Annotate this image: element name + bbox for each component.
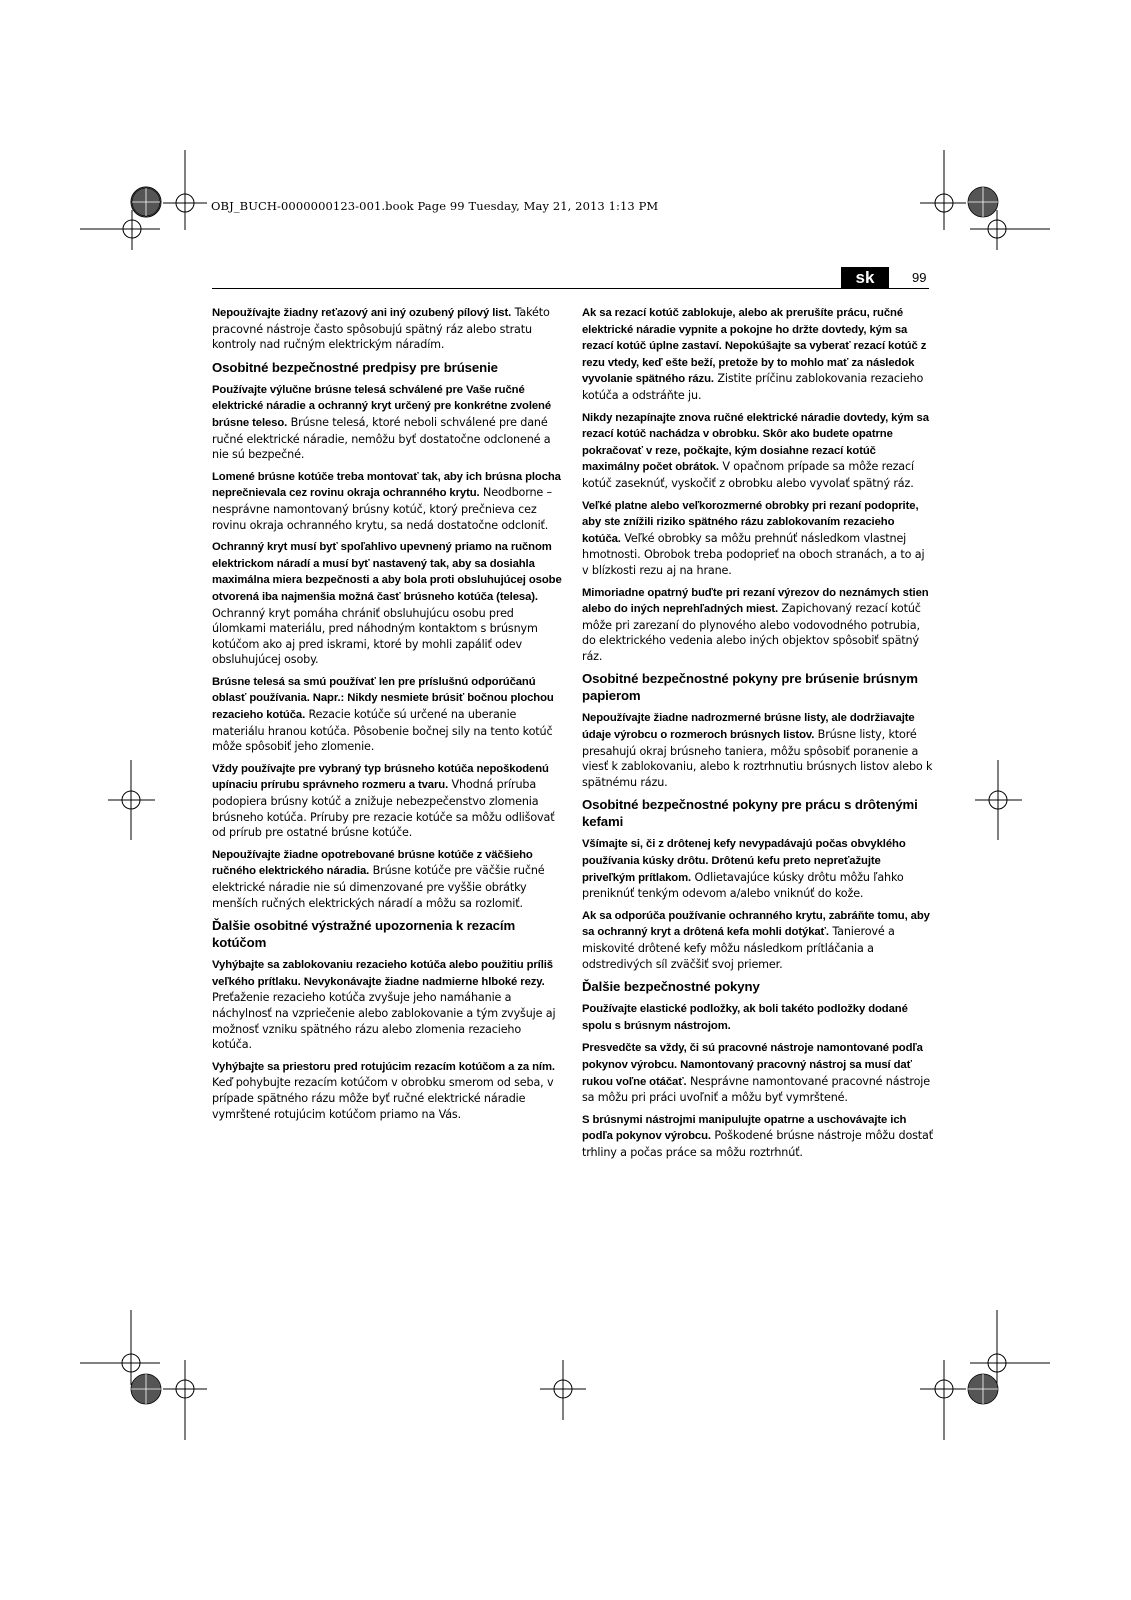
warning-lead: Ak sa odporúča používanie ochranného krytu, zabráňte tomu, aby sa ochranný kryt a drôtená kefa mohli dotýkať.	[582, 909, 930, 939]
explanation-text: Veľké obrobky sa môžu prehnúť následkom vlastnej hmotnosti. Obrobok treba podoprieť na oboch stranách, a to aj v blízkosti rezu aj na hrane.	[582, 531, 925, 577]
explanation-text: Preťaženie rezacieho kotúča zvyšuje jeho namáhanie a náchylnosť na vzpriečenie alebo zablokovanie a tým zvyšuje aj možnosť vzniku spätného rázu alebo zlomenia rezacieho kotúča.	[212, 991, 556, 1052]
registration-mark-bottom-right	[920, 1360, 966, 1440]
warning-lead: Nikdy nezapínajte znova ručné elektrické náradie dovtedy, kým sa rezací kotúč nachádza v obrobku. Skôr ako budete opatrne pokračovať v reze, počkajte, kým dosiahne rezací kotúč maximálny počet obrátok.	[582, 411, 929, 474]
registration-mark-bottom-left	[163, 1360, 207, 1440]
safety-paragraph	[212, 761, 564, 841]
warning-lead: Používajte elastické podložky, ak boli takéto podložky dodané spolu s brúsnym nástrojom.	[582, 1003, 908, 1032]
explanation-text: Keď pohybujte rezacím kotúčom v obrobku smerom od seba, v prípade spätného rázu môže byť ručné elektrické náradie vymrštené rotujúcim kotúčom priamo na Vás.	[212, 1076, 554, 1121]
safety-paragraph	[212, 382, 564, 463]
warning-lead: Nepoužívajte žiadne opotrebované brúsne kotúče z väčšieho ručného elektrického náradia.	[212, 848, 533, 878]
warning-lead: Všímajte si, či z drôtenej kefy nevypadávajú počas obvyklého používania kúsky drôtu. Drôtenú kefu preto nepreťažujte priveľkým prítlakom.	[582, 838, 906, 884]
warning-lead: Nepoužívajte žiadne nadrozmerné brúsne listy, ale dodržiavajte údaje výrobcu o rozmeroch brúsnych listov.	[582, 712, 915, 742]
safety-paragraph	[582, 710, 934, 790]
registration-mark-top-left	[163, 150, 207, 230]
section-heading: Osobitné bezpečnostné pokyny pre prácu s drôtenými kefami	[582, 797, 918, 830]
explanation-text: Poškodené brúsne nástroje môžu dostať trhliny a počas práce sa môžu roztrhnúť.	[582, 1129, 933, 1159]
explanation-text: Rezacie kotúče sú určené na uberanie materiálu hranou kotúča. Pôsobenie bočnej sily na tento kotúč môže spôsobiť jeho zlomenie.	[212, 708, 553, 754]
explanation-text: Ochranný kryt pomáha chrániť obsluhujúcu osobu pred úlomkami materiálu, pred náhodným kontaktom s brúsnym kotúčom ako aj pred iskrami, ktoré by mohli zapáliť odev obsluhujúcej osoby.	[212, 606, 538, 667]
registration-mark-left-middle	[108, 760, 155, 840]
safety-paragraph	[582, 305, 934, 404]
warning-lead: Vyhýbajte sa priestoru pred rotujúcim rezacím kotúčom a za ním.	[212, 1060, 555, 1073]
warning-lead: Vyhýbajte sa zablokovaniu rezacieho kotúča alebo použitiu príliš veľkého prítlaku. Nevykonávajte žiadne nadmierne hlboké rezy.	[212, 959, 553, 988]
explanation-text: Tanierové a miskovité drôtené kefy môžu následkom prítláčania a odstredivých síl zväčšiť svoj priemer.	[582, 925, 895, 971]
safety-paragraph	[212, 957, 564, 1053]
warning-lead: Nepoužívajte žiadny reťazový ani iný ozubený pílový list.	[212, 307, 512, 319]
warning-lead: Ochranný kryt musí byť spoľahlivo upevnený priamo na ručnom elektrickom náradí a musí byť nastavený tak, aby sa dosiahla maximálna miera bezpečnosti a aby bola proti obsluhujúcej osobe otvorená iba najmenšia možná časť brúsneho kotúča (telesa).	[212, 541, 562, 603]
explanation-text: Brúsne kotúče pre väčšie ručné elektrické náradie nie sú dimenzované pre vyššie obrátky menších ručných elektrických náradí a môžu sa rozlomiť.	[212, 864, 545, 910]
registration-mark-bottom-center	[540, 1360, 586, 1420]
warning-lead: Brúsne telesá sa smú používať len pre príslušnú odporúčanú oblasť používania. Napr.: Nikdy nesmiete brúsiť bočnou plochou rezacieho kotúča.	[212, 675, 554, 722]
registration-mark-top-right	[920, 150, 966, 230]
explanation-text: Zistite príčinu zablokovania rezacieho kotúča a odstráňte ju.	[582, 372, 924, 402]
safety-paragraph	[582, 908, 934, 972]
explanation-text: Brúsne listy, ktoré presahujú okraj brúsneho taniera, môžu spôsobiť poranenie a viesť k zablokovaniu, alebo k roztrhnutiu brúsnych listov alebo k spätnému rázu.	[582, 728, 933, 789]
warning-lead: Mimoriadne opatrný buďte pri rezaní výrezov do neznámych stien alebo do iných neprehľadných miest.	[582, 586, 929, 616]
safety-paragraph	[582, 498, 934, 579]
safety-paragraph	[582, 1001, 934, 1034]
safety-paragraph	[582, 836, 934, 901]
safety-paragraph	[212, 674, 564, 755]
safety-paragraph	[212, 305, 564, 353]
explanation-text: Vhodná príruba podopiera brúsny kotúč a znižuje nebezpečenstvo zlomenia brúsneho kotúča. Príruby pre rezacie kotúče sa môžu odlišovať od prírub pre ostatné brúsne kotúče.	[212, 778, 555, 840]
explanation-text: Brúsne telesá, ktoré neboli schválené pre dané ručné elektrické náradie, nemôžu byť dostatočne odclonené a nie sú bezpečné.	[212, 415, 551, 462]
registration-mark-right-middle	[975, 760, 1022, 840]
explanation-text: V opačnom prípade sa môže rezací kotúč zaseknúť, vyskočiť z obrobku alebo vyvolať spätný ráz.	[582, 460, 914, 490]
explanation-text: Zapichovaný rezací kotúč môže pri zarezaní do plynového alebo vodovodného potrubia, do elektrického vedenia alebo iných objektov spôsobiť spätný ráz.	[582, 602, 921, 663]
safety-paragraph	[212, 1059, 564, 1122]
left-column	[212, 305, 564, 1128]
explanation-text: Odlietavajúce kúsky drôtu môžu ľahko preniknúť tenkým odevom a/alebo vniknúť do kože.	[582, 870, 904, 901]
section-heading: Osobitné bezpečnostné pokyny pre brúsenie brúsnym papierom	[582, 671, 918, 704]
safety-paragraph	[582, 1040, 934, 1105]
explanation-text: Nesprávne namontované pracovné nástroje sa môžu pri práci uvoľniť a môžu byť vymrštené.	[582, 1074, 930, 1105]
explanation-text: Neodborne – nesprávne namontovaný brúsny kotúč, ktorý prečnieva cez rovinu okraja ochranného krytu, sa nedá dostatočne odcloniť.	[212, 486, 553, 532]
warning-lead: Ak sa rezací kotúč zablokuje, alebo ak prerušíte prácu, ručné elektrické náradie vypnite a pokojne ho držte dovtedy, kým sa rezací kotúč úplne zastaví. Nepokúšajte sa vyberať rezací kotúč z rezu vtedy, keď ešte beží, pretože by to mohlo mať za následok vyvolanie spätného rázu.	[582, 307, 927, 386]
safety-paragraph	[212, 539, 564, 668]
safety-paragraph	[212, 847, 564, 911]
safety-paragraph	[582, 585, 934, 665]
book-info-header: OBJ_BUCH-0000000123-001.book Page 99 Tuesday, May 21, 2013 1:13 PM	[211, 199, 659, 213]
warning-lead: Presvedčte sa vždy, či sú pracovné nástroje namontované podľa pokynov výrobcu. Namontovaný pracovný nástroj sa musí dať rukou voľne otáčať.	[582, 1042, 923, 1088]
warning-lead: Používajte výlučne brúsne telesá schválené pre Vaše ručné elektrické náradie a ochranný kryt určený pre konkrétne zvolené brúsne teleso.	[212, 383, 552, 429]
section-heading: Ďalšie osobitné výstražné upozornenia k rezacím kotúčom	[212, 918, 516, 951]
explanation-text: Takéto pracovné nástroje často spôsobujú spätný ráz alebo stratu kontroly nad ručným elektrickým náradím.	[212, 306, 550, 352]
section-heading: Ďalšie bezpečnostné pokyny	[582, 979, 760, 995]
warning-lead: Veľké platne alebo veľkorozmerné obrobky pri rezaní podoprite, aby ste znížili riziko spätného rázu zablokovaním rezacieho kotúča.	[582, 499, 919, 545]
warning-lead: Vždy používajte pre vybraný typ brúsneho kotúča nepoškodenú upínaciu prírubu správneho rozmeru a tvaru.	[212, 762, 549, 792]
warning-lead: Lomené brúsne kotúče treba montovať tak, aby ich brúsna plocha neprečnievala cez rovinu okraja ochranného krytu.	[212, 470, 561, 500]
safety-paragraph	[582, 1112, 934, 1161]
safety-paragraph	[212, 469, 564, 533]
section-heading: Osobitné bezpečnostné predpisy pre brúsenie	[212, 359, 498, 375]
page-number: 99	[912, 270, 927, 285]
safety-paragraph	[582, 410, 934, 492]
right-column	[582, 305, 934, 1167]
header-rule	[212, 288, 929, 289]
language-tab: sk	[841, 267, 889, 288]
warning-lead: S brúsnymi nástrojmi manipulujte opatrne a uschovávajte ich podľa pokynov výrobcu.	[582, 1113, 907, 1143]
